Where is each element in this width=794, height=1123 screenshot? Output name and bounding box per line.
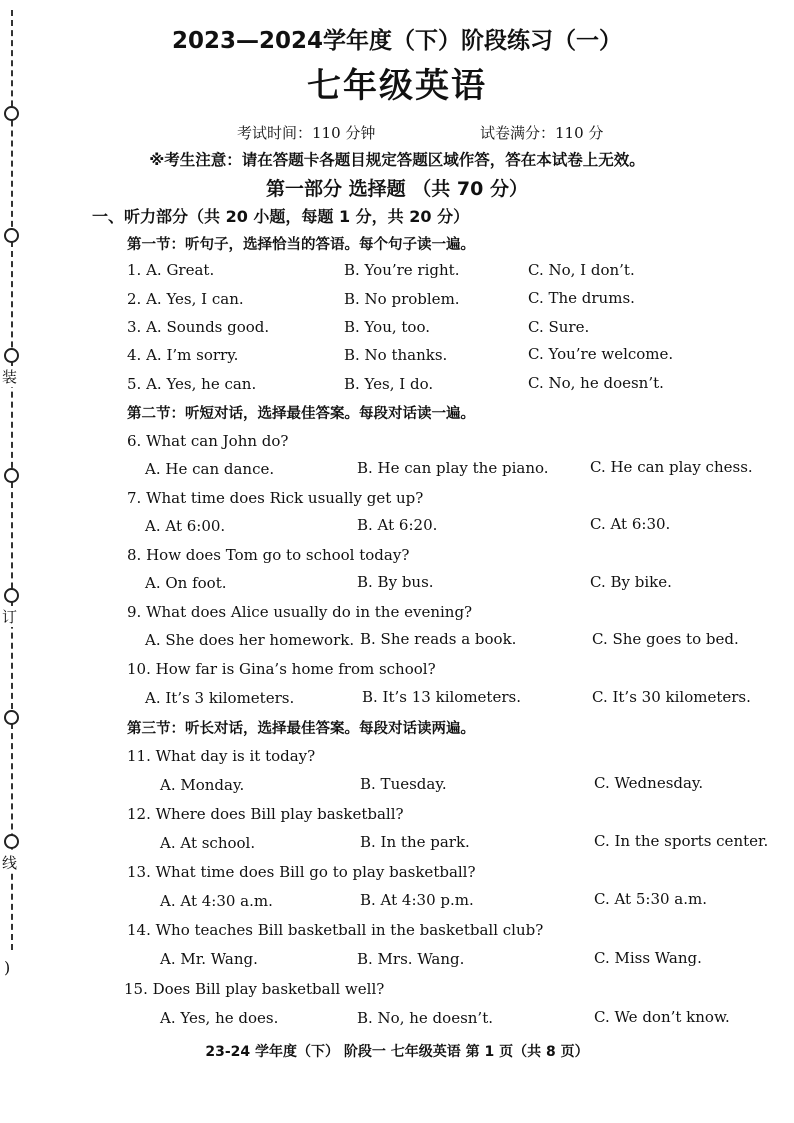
exam-notice: ※考生注意：请在答题卡各题目规定答题区域作答，答在本试卷上无效。 (149, 151, 645, 169)
option-b: B. He can play the piano. (357, 459, 549, 477)
option-b: B. Mrs. Wang. (357, 950, 465, 968)
option-a: A. On foot. (145, 574, 227, 592)
binding-hole-icon (4, 468, 19, 483)
option-b: B. In the park. (360, 833, 470, 851)
part-title: 第一部分 选择题 （共 70 分） (266, 178, 528, 200)
question-text: 11. What day is it today? (127, 747, 316, 765)
option-b: B. By bus. (357, 573, 434, 591)
full-score: 试卷满分：110 分 (480, 124, 604, 142)
option-b: B. You’re right. (344, 261, 460, 279)
binding-hole-icon (4, 834, 19, 849)
option-c: C. No, he doesn’t. (528, 374, 664, 392)
option-a: 5. A. Yes, he can. (127, 375, 257, 393)
option-b: B. Tuesday. (360, 775, 447, 793)
option-b: B. She reads a book. (360, 630, 517, 648)
option-a: 4. A. I’m sorry. (127, 346, 239, 364)
question-text: 6. What can John do? (127, 432, 289, 450)
option-c: C. Miss Wang. (594, 949, 702, 967)
section-heading: 一、听力部分（共 20 小题，每题 1 分，共 20 分） (92, 207, 470, 226)
binding-hole-icon (4, 228, 19, 243)
margin-char-ding: 订 (2, 608, 18, 626)
option-a: A. Yes, he does. (160, 1009, 279, 1027)
option-c: C. Wednesday. (594, 774, 704, 792)
question-text: 9. What does Alice usually do in the evening? (127, 603, 473, 621)
exam-time: 考试时间：110 分钟 (237, 124, 376, 142)
margin-char-xian: 线 (2, 854, 18, 872)
option-c: C. It’s 30 kilometers. (592, 688, 751, 706)
margin-paren: ) (4, 958, 11, 977)
option-c: C. Sure. (528, 318, 590, 336)
option-b: B. No thanks. (344, 346, 448, 364)
subsection-heading: 第一节：听句子，选择恰当的答语。每个句子读一遍。 (127, 237, 475, 253)
option-b: B. Yes, I do. (344, 375, 434, 393)
question-text: 10. How far is Gina’s home from school? (127, 660, 436, 678)
option-c: C. You’re welcome. (528, 345, 674, 363)
option-b: B. You, too. (344, 318, 430, 336)
option-a: A. At 4:30 a.m. (160, 892, 273, 910)
subsection-heading: 第三节：听长对话，选择最佳答案。每段对话读两遍。 (127, 721, 475, 737)
binding-hole-icon (4, 588, 19, 603)
exam-title-line1: 2023—2024学年度（下）阶段练习（一） (171, 28, 623, 54)
option-b: B. At 4:30 p.m. (360, 891, 474, 909)
page-footer: 23-24 学年度（下） 阶段一 七年级英语 第 1 页（共 8 页） (205, 1044, 589, 1060)
option-a: A. At school. (160, 834, 256, 852)
option-c: C. We don’t know. (594, 1008, 730, 1026)
option-a: 1. A. Great. (127, 261, 215, 279)
option-a: A. At 6:00. (145, 517, 226, 535)
option-a: 2. A. Yes, I can. (127, 290, 244, 308)
question-text: 12. Where does Bill play basketball? (127, 805, 404, 823)
option-c: C. He can play chess. (590, 458, 753, 476)
option-a: A. He can dance. (145, 460, 275, 478)
question-text: 8. How does Tom go to school today? (127, 546, 410, 564)
question-text: 15. Does Bill play basketball well? (124, 980, 385, 998)
option-b: B. It’s 13 kilometers. (362, 688, 521, 706)
option-b: B. No, he doesn’t. (357, 1009, 493, 1027)
option-a: A. It’s 3 kilometers. (145, 689, 295, 707)
option-c: C. By bike. (590, 573, 672, 591)
binding-hole-icon (4, 348, 19, 363)
question-text: 13. What time does Bill go to play basketball? (127, 863, 476, 881)
option-c: C. In the sports center. (594, 832, 769, 850)
binding-hole-icon (4, 106, 19, 121)
option-c: C. She goes to bed. (592, 630, 739, 648)
option-a: A. Monday. (160, 776, 245, 794)
option-c: C. No, I don’t. (528, 261, 635, 279)
option-b: B. No problem. (344, 290, 460, 308)
option-c: C. At 6:30. (590, 515, 671, 533)
question-text: 14. Who teaches Bill basketball in the basketball club? (127, 921, 544, 939)
subsection-heading: 第二节：听短对话，选择最佳答案。每段对话读一遍。 (127, 406, 475, 422)
option-a: A. Mr. Wang. (160, 950, 258, 968)
margin-char-zhuang: 装 (2, 368, 18, 386)
option-c: C. At 5:30 a.m. (594, 890, 707, 908)
exam-title-subject: 七年级英语 (307, 66, 487, 106)
option-b: B. At 6:20. (357, 516, 438, 534)
option-a: A. She does her homework. (145, 631, 355, 649)
binding-hole-icon (4, 710, 19, 725)
option-c: C. The drums. (528, 289, 635, 307)
option-a: 3. A. Sounds good. (127, 318, 270, 336)
question-text: 7. What time does Rick usually get up? (127, 489, 424, 507)
